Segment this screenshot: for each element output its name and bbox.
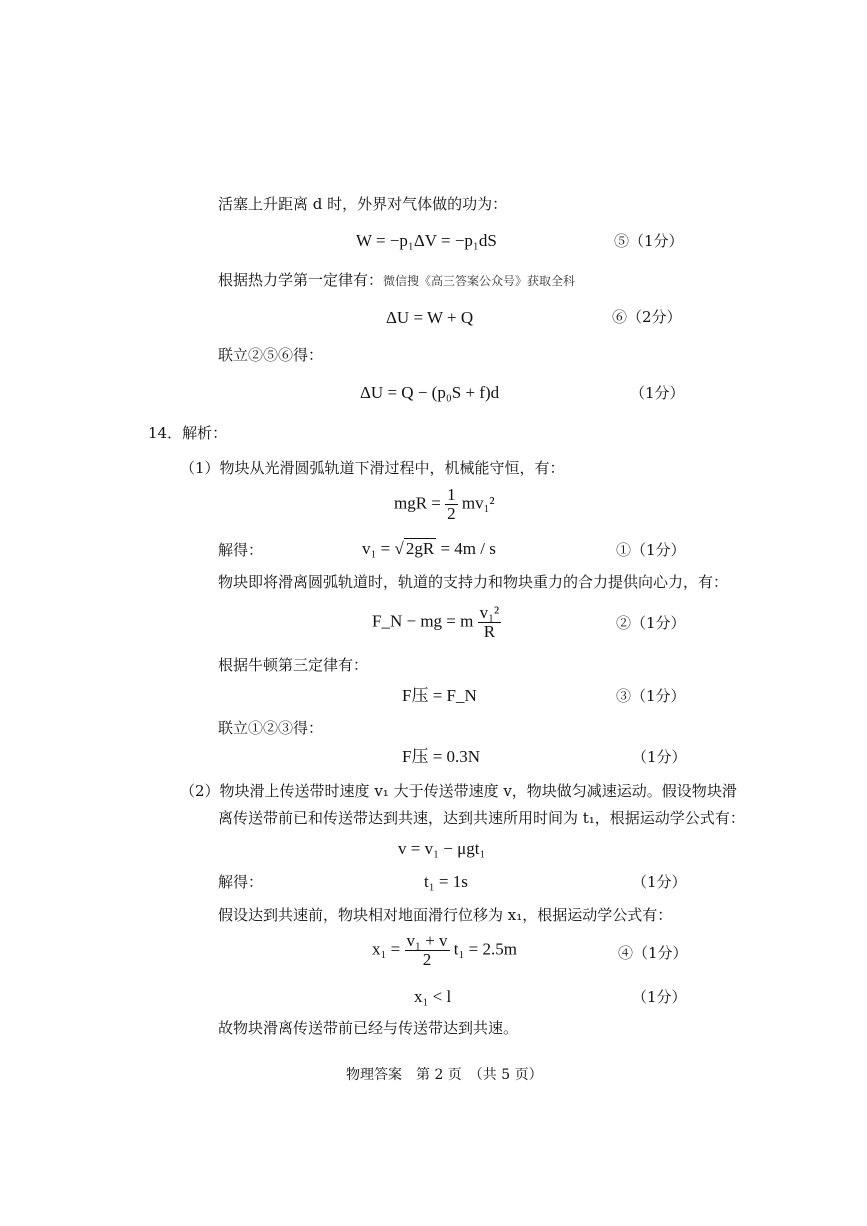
- fraction-den: R: [483, 622, 496, 641]
- equation-pressure-force: F压 = 0.3N: [402, 747, 481, 766]
- fraction-num: v₁²: [479, 603, 500, 622]
- score-mark: ⑤（1分）: [614, 232, 684, 250]
- wechat-note: 微信搜《高三答案公众号》获取全科: [383, 274, 576, 288]
- text-line: [218, 270, 575, 291]
- eq-part: F_N − mg = m: [372, 611, 474, 631]
- sqrt-body: 2gR: [405, 539, 435, 558]
- fraction: [405, 932, 450, 969]
- score-mark: （1分）: [632, 873, 687, 891]
- equation-velocity: v = v₁ − μgt₁: [398, 839, 486, 858]
- eq-part: x₁ =: [372, 939, 401, 959]
- equation-energy: [394, 486, 495, 523]
- text-line: （2）物块滑上传送带时速度 v₁ 大于传送带速度 v，物块做匀减速运动。假设物块滑: [180, 782, 737, 800]
- score-mark: ⑥（2分）: [612, 308, 682, 326]
- text-line: 离传送带前已和传送带达到共速，达到共速所用时间为 t₁，根据运动学公式有：: [218, 809, 745, 827]
- text-line: （1）物块从光滑圆弧轨道下滑过程中，机械能守恒，有：: [180, 459, 565, 477]
- text-line: 解得：: [218, 873, 264, 891]
- eq-part: mgR =: [394, 493, 441, 513]
- score-mark: ③（1分）: [616, 687, 686, 705]
- text-line-main: 根据热力学第一定律有：: [218, 271, 384, 289]
- fraction: [445, 486, 458, 523]
- equation-speed: [362, 538, 496, 560]
- fraction-num: 1: [447, 485, 456, 504]
- text-line: 联立①②③得：: [218, 719, 324, 737]
- equation-first-law: ΔU = W + Q: [386, 308, 474, 327]
- equation-result: ΔU = Q − (p₀S + f)d: [360, 383, 500, 402]
- text-line: 联立②⑤⑥得：: [218, 346, 324, 364]
- fraction: [478, 604, 502, 641]
- equation-work: W = −p₁ΔV = −p₁dS: [356, 231, 497, 250]
- score-mark: ②（1分）: [616, 614, 686, 632]
- score-mark: （1分）: [632, 748, 687, 766]
- score-mark: （1分）: [630, 384, 685, 402]
- eq-part: = 4m / s: [440, 539, 496, 558]
- score-mark: （1分）: [632, 988, 687, 1006]
- eq-part: mv₁²: [461, 493, 495, 513]
- eq-part: t₁ = 2.5m: [453, 939, 517, 959]
- page-footer: 物理答案 第 2 页 （共 5 页）: [346, 1067, 543, 1083]
- equation-displacement: [372, 932, 517, 969]
- equation-compare: x₁ < l: [414, 987, 452, 1006]
- text-line: 故物块滑离传送带前已经与传送带达到共速。: [218, 1019, 519, 1037]
- eq-part: v₁ =: [362, 539, 391, 558]
- score-mark: ①（1分）: [616, 541, 686, 559]
- fraction-den: 2: [447, 504, 456, 523]
- equation-third-law: F压 = F_N: [402, 686, 477, 705]
- text-line: 假设达到共速前，物块相对地面滑行位移为 x₁，根据运动学公式有：: [218, 906, 673, 924]
- equation-time: t₁ = 1s: [424, 872, 468, 891]
- equation-centripetal: [372, 604, 501, 641]
- text-line: 根据牛顿第三定律有：: [218, 656, 369, 674]
- fraction-den: 2: [422, 950, 432, 969]
- fraction-num: v₁ + v: [406, 931, 448, 950]
- text-line: 物块即将滑离圆弧轨道时，轨道的支持力和物块重力的合力提供向心力，有：: [218, 573, 729, 591]
- sqrt-icon: √: [394, 539, 404, 558]
- text-line: 活塞上升距离 d 时，外界对气体做的功为：: [218, 195, 508, 213]
- text-line: 解得：: [218, 541, 264, 559]
- problem-heading: 14．解析：: [148, 424, 228, 442]
- score-mark: ④（1分）: [618, 944, 688, 962]
